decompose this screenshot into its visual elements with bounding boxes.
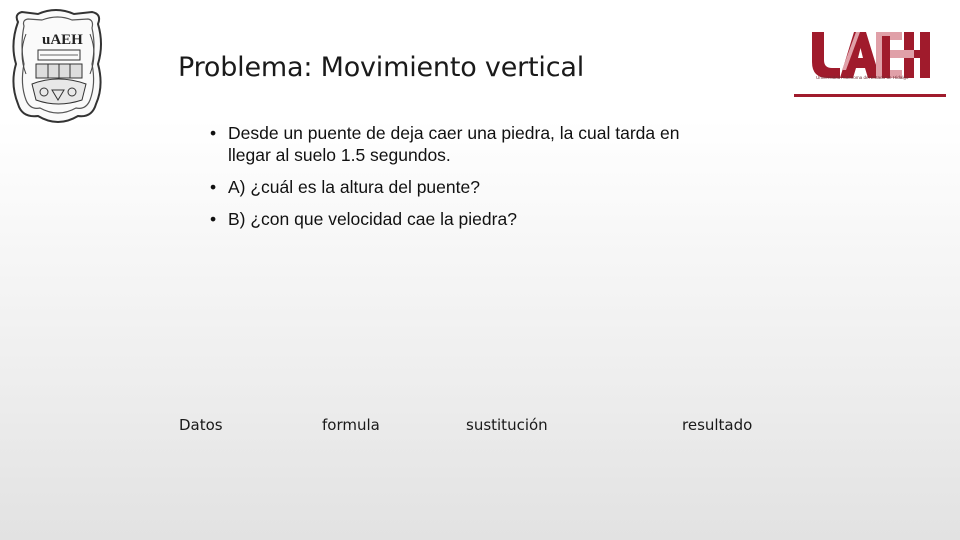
bullet-dot-icon: • (210, 123, 217, 143)
bullet-list (210, 122, 770, 240)
column-formula: formula (322, 416, 380, 434)
seal-letters: uAEH (42, 32, 83, 48)
logo-divider (794, 94, 946, 97)
logo-tagline: Universidad Autónoma del Estado de Hidalgo (816, 75, 909, 80)
bullet-text: llegar al suelo 1.5 segundos. (228, 145, 451, 165)
slide-title: Problema: Movimiento vertical (178, 52, 584, 83)
column-sustitucion: sustitución (466, 416, 548, 434)
university-seal-icon (8, 4, 108, 128)
column-datos: Datos (179, 416, 223, 434)
column-resultado: resultado (682, 416, 753, 434)
bullet-text: A) ¿cuál es la altura del puente? (228, 177, 480, 197)
bullet-dot-icon: • (210, 177, 217, 197)
bullet-text: B) ¿con que velocidad cae la piedra? (228, 209, 517, 229)
bullet-item (210, 208, 770, 230)
bullet-dot-icon: • (210, 209, 217, 229)
bullet-item (210, 176, 770, 198)
bullet-item (210, 122, 770, 166)
bullet-text: Desde un puente de deja caer una piedra, la cual tarda en (228, 123, 680, 143)
uaeh-logo-icon (808, 24, 948, 100)
